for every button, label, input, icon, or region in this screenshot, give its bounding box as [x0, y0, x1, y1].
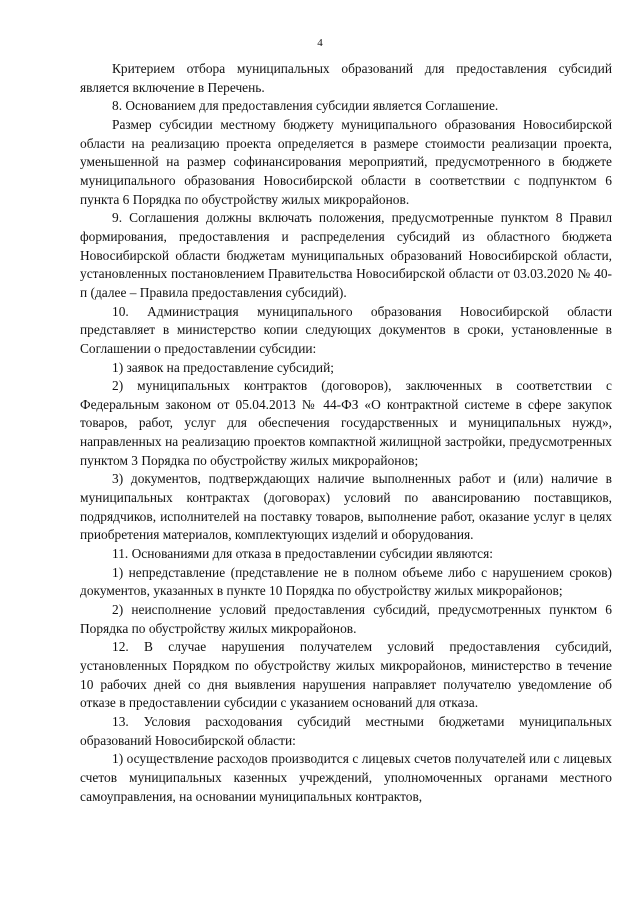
paragraph-10: 10. Администрация муниципального образования Новосибирской области представляет в министерство копии следующих документов в сроки, установленные в Соглашении о предоставлении субсидии: — [80, 303, 612, 356]
paragraph-10-item-2: 2) муниципальных контрактов (договоров), заключенных в соответствии с Федеральным законом от 05.04.2013 № 44-ФЗ «О контрактной системе в сфере закупок товаров, работ, услуг для обеспечения государственных и муниципальных нужд», направленных на реализацию проектов компактной жилищной застройки, предусмотренных пунктом 3 Порядка по обустройству жилых микрорайонов; — [80, 378, 612, 468]
paragraph-10-item-1: 1) заявок на предоставление субсидий; — [112, 359, 334, 375]
paragraph-subsidy-size: Размер субсидии местному бюджету муниципального образования Новосибирской области на реализацию проекта определяется в размере стоимости реализации проекта, уменьшенной на размер софинансирования мероприятий, предусмотренного в бюджете муниципального образования Новосибирской области в соответствии с подпунктом 6 пункта 6 Порядка по обустройству жилых микрорайонов. — [80, 116, 612, 207]
paragraph-11: 11. Основаниями для отказа в предоставлении субсидии являются: — [112, 546, 494, 562]
document-body — [80, 60, 612, 806]
paragraph-12: 12. В случае нарушения получателем условий предоставления субсидий, установленных Порядком по обустройству жилых микрорайонов, министерство в течение 10 рабочих дней со дня выявления нарушения направляет получателю уведомление об отказе в предоставлении субсидии с указанием оснований для отказа. — [80, 639, 612, 711]
paragraph-criteria: Критерием отбора муниципальных образований для предоставления субсидий является включение в Перечень. — [80, 61, 612, 95]
paragraph-9: 9. Соглашения должны включать положения, предусмотренные пунктом 8 Правил формирования, предоставления и распределения субсидий из областного бюджета Новосибирской области бюджетам муниципальных образований Новосибирской области, установленных постановлением Правительства Новосибирской области от 03.03.2020 № 40-п (далее – Правила предоставления субсидий). — [80, 210, 612, 300]
page-number: 4 — [317, 37, 323, 49]
paragraph-11-item-1: 1) непредставление (представление не в полном объеме либо с нарушением сроков) документов, указанных в пункте 10 Порядка по обустройству жилых микрорайонов; — [80, 564, 612, 599]
paragraph-13: 13. Условия расходования субсидий местными бюджетами муниципальных образований Новосибирской области: — [80, 713, 612, 748]
paragraph-8: 8. Основанием для предоставления субсидии является Соглашение. — [112, 98, 499, 114]
paragraph-13-item-1: 1) осуществление расходов производится с лицевых счетов получателей или с лицевых счетов муниципальных казенных учреждений, уполномоченных органами местного самоуправления, на основании муниципальных контрактов, — [80, 751, 612, 804]
paragraph-11-item-2: 2) неисполнение условий предоставления субсидий, предусмотренных пунктом 6 Порядка по обустройству жилых микрорайонов. — [80, 602, 612, 636]
paragraph-10-item-3: 3) документов, подтверждающих наличие выполненных работ и (или) наличие в муниципальных контрактах (договорах) условий по авансированию поставщиков, подрядчиков, исполнителей на поставку товаров, выполнение работ, оказание услуг в целях приобретения материалов, комплектующих изделий и оборудования. — [80, 471, 612, 543]
